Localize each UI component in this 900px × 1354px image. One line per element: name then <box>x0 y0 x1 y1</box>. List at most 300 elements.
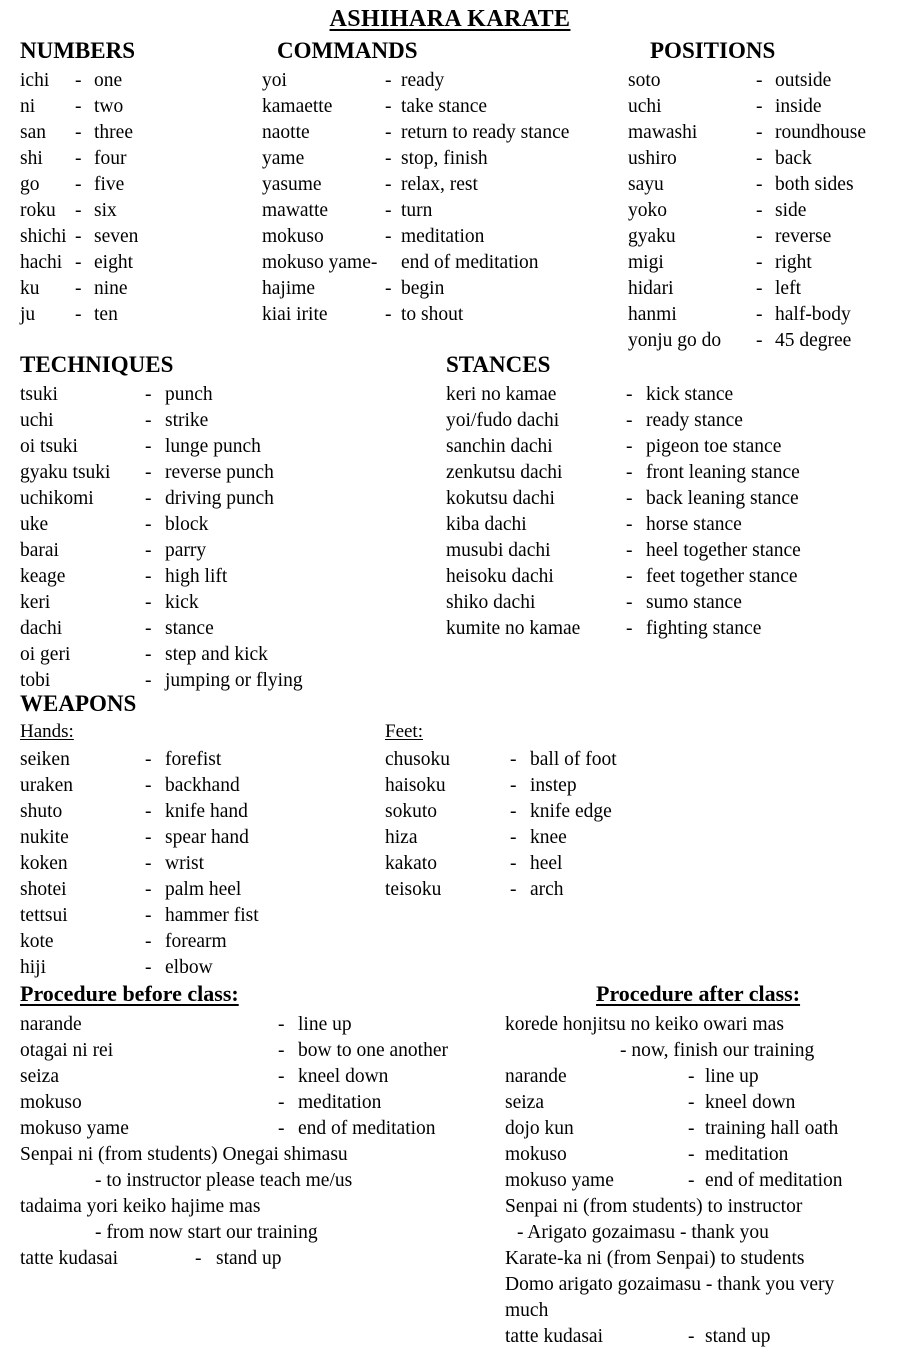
glossary-definition: strike <box>165 410 209 431</box>
procedure-line <box>20 1194 490 1220</box>
glossary-definition: knee <box>530 827 567 848</box>
glossary-term: seiza <box>505 1092 544 1113</box>
glossary-row <box>505 1090 900 1116</box>
glossary-dash: - <box>145 827 152 848</box>
glossary-definition: block <box>165 514 209 535</box>
glossary-row <box>262 94 642 120</box>
glossary-row <box>446 434 886 460</box>
glossary-row <box>262 146 642 172</box>
glossary-term: teisoku <box>385 879 442 900</box>
glossary-term: kumite no kamae <box>446 618 581 639</box>
glossary-dash: - <box>688 1118 695 1139</box>
glossary-term: seiken <box>20 749 70 770</box>
procedure-line-text: korede honjitsu no keiko owari mas <box>505 1014 784 1035</box>
glossary-term: kokutsu dachi <box>446 488 555 509</box>
glossary-row <box>385 747 725 773</box>
glossary-row <box>20 434 420 460</box>
glossary-row <box>20 276 260 302</box>
glossary-term: dojo kun <box>505 1118 574 1139</box>
glossary-row <box>262 120 642 146</box>
glossary-feet <box>385 747 725 903</box>
glossary-row <box>20 825 360 851</box>
glossary-dash: - <box>688 1066 695 1087</box>
glossary-definition: right <box>775 252 812 273</box>
glossary-row <box>20 1012 490 1038</box>
glossary-term: mawashi <box>628 122 698 143</box>
glossary-term: mokuso <box>20 1092 82 1113</box>
glossary-stances <box>446 382 886 642</box>
glossary-row <box>628 68 900 94</box>
glossary-dash: - <box>278 1092 285 1113</box>
glossary-term: mawatte <box>262 200 329 221</box>
glossary-term: kiba dachi <box>446 514 527 535</box>
glossary-definition: heel together stance <box>646 540 801 561</box>
glossary-dash: - <box>626 436 633 457</box>
glossary-term: keage <box>20 566 66 587</box>
glossary-definition: jumping or flying <box>165 670 303 691</box>
glossary-dash: - <box>75 252 82 273</box>
glossary-term: shuto <box>20 801 63 822</box>
glossary-term: gyaku <box>628 226 676 247</box>
glossary-definition: relax, rest <box>401 174 478 195</box>
glossary-definition: three <box>94 122 133 143</box>
glossary-dash: - <box>626 618 633 639</box>
glossary-definition: ten <box>94 304 118 325</box>
glossary-definition: side <box>775 200 807 221</box>
glossary-term: otagai ni rei <box>20 1040 114 1061</box>
glossary-definition: heel <box>530 853 563 874</box>
glossary-term: sokuto <box>385 801 438 822</box>
glossary-dash: - <box>145 514 152 535</box>
glossary-row <box>446 512 886 538</box>
glossary-dash: - <box>145 488 152 509</box>
glossary-dash: - <box>756 174 763 195</box>
glossary-definition: left <box>775 278 801 299</box>
glossary-row <box>628 250 900 276</box>
glossary-dash: - <box>385 200 392 221</box>
glossary-dash: - <box>145 670 152 691</box>
glossary-row <box>385 877 725 903</box>
glossary-row <box>446 460 886 486</box>
glossary-row <box>628 276 900 302</box>
glossary-row <box>385 851 725 877</box>
glossary-term: yame <box>262 148 305 169</box>
glossary-dash: - <box>385 278 392 299</box>
glossary-row <box>262 250 642 276</box>
glossary-numbers <box>20 68 260 328</box>
glossary-definition: return to ready stance <box>401 122 570 143</box>
glossary-term: chusoku <box>385 749 450 770</box>
glossary-term: narande <box>20 1014 82 1035</box>
section-heading-positions: POSITIONS <box>650 38 776 63</box>
glossary-dash: - <box>385 96 392 117</box>
glossary-row <box>262 302 642 328</box>
glossary-commands <box>262 68 642 328</box>
glossary-dash: - <box>688 1170 695 1191</box>
glossary-term: yoko <box>628 200 667 221</box>
glossary-row <box>20 68 260 94</box>
glossary-term: oi tsuki <box>20 436 78 457</box>
glossary-row <box>20 382 420 408</box>
glossary-row <box>446 408 886 434</box>
glossary-definition: four <box>94 148 127 169</box>
procedure-line-text: much <box>505 1300 549 1321</box>
glossary-dash: - <box>145 879 152 900</box>
glossary-term: uchi <box>20 410 54 431</box>
glossary-definition: kick stance <box>646 384 734 405</box>
glossary-dash: - <box>510 749 517 770</box>
glossary-definition: ball of foot <box>530 749 617 770</box>
glossary-definition: eight <box>94 252 133 273</box>
glossary-term: san <box>20 122 46 143</box>
glossary-dash: - <box>688 1144 695 1165</box>
glossary-row <box>262 198 642 224</box>
glossary-definition: roundhouse <box>775 122 866 143</box>
glossary-dash: - <box>510 853 517 874</box>
glossary-dash: - <box>385 226 392 247</box>
glossary-definition: spear hand <box>165 827 249 848</box>
glossary-term: sayu <box>628 174 664 195</box>
glossary-dash: - <box>626 462 633 483</box>
glossary-term: kamaette <box>262 96 333 117</box>
glossary-dash: - <box>626 514 633 535</box>
glossary-term: mokuso yame- <box>262 252 378 273</box>
glossary-dash: - <box>756 70 763 91</box>
glossary-definition: driving punch <box>165 488 274 509</box>
glossary-row <box>20 851 360 877</box>
glossary-dash: - <box>626 384 633 405</box>
glossary-definition: meditation <box>298 1092 382 1113</box>
glossary-definition: outside <box>775 70 832 91</box>
glossary-definition: front leaning stance <box>646 462 800 483</box>
glossary-definition: high lift <box>165 566 228 587</box>
glossary-term: ichi <box>20 70 50 91</box>
glossary-dash: - <box>510 801 517 822</box>
glossary-definition: two <box>94 96 124 117</box>
glossary-definition: back leaning stance <box>646 488 799 509</box>
glossary-dash: - <box>145 749 152 770</box>
procedure-after-list <box>505 1012 900 1350</box>
glossary-definition: reverse punch <box>165 462 274 483</box>
glossary-dash: - <box>145 410 152 431</box>
glossary-definition: ready stance <box>646 410 743 431</box>
glossary-definition: palm heel <box>165 879 242 900</box>
glossary-term: hajime <box>262 278 316 299</box>
glossary-dash: - <box>756 226 763 247</box>
glossary-term: yoi/fudo dachi <box>446 410 560 431</box>
glossary-dash: - <box>756 148 763 169</box>
glossary-definition: kneel down <box>705 1092 796 1113</box>
glossary-definition: kick <box>165 592 199 613</box>
glossary-definition: knife edge <box>530 801 612 822</box>
glossary-dash: - <box>75 148 82 169</box>
procedure-line <box>505 1272 900 1298</box>
procedure-line <box>505 1038 900 1064</box>
glossary-dash: - <box>385 304 392 325</box>
glossary-term: seiza <box>20 1066 59 1087</box>
glossary-definition: nine <box>94 278 128 299</box>
section-heading-numbers: NUMBERS <box>20 38 136 63</box>
glossary-row <box>20 120 260 146</box>
procedure-line-text: - Arigato gozaimasu - thank you <box>517 1222 769 1243</box>
glossary-definition: training hall oath <box>705 1118 839 1139</box>
glossary-term: shi <box>20 148 43 169</box>
glossary-definition: punch <box>165 384 213 405</box>
procedure-line-text: - now, finish our training <box>620 1040 815 1061</box>
glossary-term: hiza <box>385 827 418 848</box>
glossary-positions <box>628 68 900 354</box>
glossary-row <box>20 590 420 616</box>
glossary-techniques <box>20 382 420 694</box>
glossary-definition: reverse <box>775 226 832 247</box>
glossary-dash: - <box>75 226 82 247</box>
glossary-row <box>628 224 900 250</box>
glossary-term: nukite <box>20 827 69 848</box>
section-heading-stances: STANCES <box>446 352 551 377</box>
glossary-definition: back <box>775 148 812 169</box>
procedure-line <box>20 1220 490 1246</box>
glossary-definition: take stance <box>401 96 488 117</box>
glossary-term: mokuso <box>262 226 324 247</box>
glossary-dash: - <box>145 540 152 561</box>
glossary-dash: - <box>278 1118 285 1139</box>
glossary-row <box>446 486 886 512</box>
glossary-dash: - <box>145 462 152 483</box>
glossary-term: zenkutsu dachi <box>446 462 563 483</box>
glossary-row <box>505 1142 900 1168</box>
glossary-row <box>20 538 420 564</box>
glossary-term: koken <box>20 853 68 874</box>
procedure-line <box>505 1194 900 1220</box>
procedure-line-text: tadaima yori keiko hajime mas <box>20 1196 261 1217</box>
glossary-term: shiko dachi <box>446 592 536 613</box>
glossary-dash: - <box>145 853 152 874</box>
glossary-dash: - <box>278 1066 285 1087</box>
glossary-term: hiji <box>20 957 47 978</box>
glossary-term: tsuki <box>20 384 58 405</box>
glossary-term: mokuso yame <box>505 1170 614 1191</box>
glossary-definition: line up <box>705 1066 759 1087</box>
procedure-line-text: Karate-ka ni (from Senpai) to students <box>505 1248 805 1269</box>
glossary-row <box>505 1116 900 1142</box>
glossary-dash: - <box>756 278 763 299</box>
glossary-row <box>385 825 725 851</box>
glossary-definition: forearm <box>165 931 227 952</box>
glossary-row <box>446 590 886 616</box>
glossary-term: shotei <box>20 879 67 900</box>
glossary-definition: inside <box>775 96 822 117</box>
glossary-term: uchikomi <box>20 488 94 509</box>
glossary-term: keri no kamae <box>446 384 557 405</box>
glossary-term: haisoku <box>385 775 446 796</box>
glossary-term: ushiro <box>628 148 677 169</box>
glossary-hands <box>20 747 360 981</box>
glossary-dash: - <box>145 592 152 613</box>
glossary-term: tettsui <box>20 905 68 926</box>
glossary-term: narande <box>505 1066 567 1087</box>
glossary-row <box>20 1038 490 1064</box>
glossary-dash: - <box>145 957 152 978</box>
procedure-line-text: Senpai ni (from students) to instructor <box>505 1196 803 1217</box>
glossary-definition: stop, finish <box>401 148 488 169</box>
glossary-term: yoi <box>262 70 287 91</box>
procedure-before-heading: Procedure before class: <box>20 981 239 1006</box>
glossary-term: ju <box>20 304 36 325</box>
glossary-term: yonju go do <box>628 330 722 351</box>
glossary-row <box>20 1246 490 1272</box>
glossary-term: kiai irite <box>262 304 328 325</box>
glossary-row <box>262 276 642 302</box>
glossary-definition: stance <box>165 618 214 639</box>
glossary-definition: pigeon toe stance <box>646 436 782 457</box>
glossary-row <box>20 1116 490 1142</box>
glossary-term: ni <box>20 96 36 117</box>
procedure-before-list <box>20 1012 490 1272</box>
section-heading-commands: COMMANDS <box>277 38 418 63</box>
glossary-dash: - <box>145 775 152 796</box>
glossary-row <box>628 146 900 172</box>
glossary-definition: feet together stance <box>646 566 798 587</box>
glossary-row <box>20 172 260 198</box>
glossary-dash: - <box>510 827 517 848</box>
glossary-definition: kneel down <box>298 1066 389 1087</box>
glossary-dash: - <box>626 540 633 561</box>
procedure-line-text: - to instructor please teach me/us <box>95 1170 353 1191</box>
glossary-dash: - <box>145 566 152 587</box>
glossary-dash: - <box>688 1092 695 1113</box>
glossary-definition: backhand <box>165 775 240 796</box>
glossary-row <box>20 408 420 434</box>
glossary-row <box>20 929 360 955</box>
glossary-dash: - <box>75 200 82 221</box>
procedure-line <box>505 1012 900 1038</box>
glossary-row <box>20 512 420 538</box>
glossary-dash: - <box>626 566 633 587</box>
glossary-definition: stand up <box>705 1326 771 1347</box>
glossary-term: soto <box>628 70 661 91</box>
glossary-definition: parry <box>165 540 207 561</box>
glossary-dash: - <box>385 174 392 195</box>
page-title-text: ASHIHARA KARATE <box>329 6 571 32</box>
glossary-dash: - <box>75 304 82 325</box>
glossary-dash: - <box>756 304 763 325</box>
glossary-row <box>505 1064 900 1090</box>
glossary-row <box>385 799 725 825</box>
glossary-row <box>446 382 886 408</box>
glossary-definition: elbow <box>165 957 213 978</box>
glossary-definition: begin <box>401 278 445 299</box>
glossary-row <box>262 172 642 198</box>
glossary-row <box>20 486 420 512</box>
glossary-row <box>20 460 420 486</box>
glossary-row <box>20 616 420 642</box>
glossary-term: uchi <box>628 96 662 117</box>
glossary-term: oi geri <box>20 644 71 665</box>
glossary-definition: end of meditation <box>705 1170 843 1191</box>
glossary-row <box>446 564 886 590</box>
glossary-term: musubi dachi <box>446 540 551 561</box>
glossary-row <box>446 538 886 564</box>
glossary-dash: - <box>195 1248 202 1269</box>
glossary-row <box>628 172 900 198</box>
glossary-term: hidari <box>628 278 674 299</box>
glossary-dash: - <box>145 436 152 457</box>
procedure-after-heading: Procedure after class: <box>596 981 801 1006</box>
glossary-definition: wrist <box>165 853 204 874</box>
glossary-row <box>20 1064 490 1090</box>
glossary-definition: bow to one another <box>298 1040 449 1061</box>
glossary-definition: five <box>94 174 125 195</box>
procedure-line <box>505 1298 900 1324</box>
glossary-definition: horse stance <box>646 514 742 535</box>
procedure-line <box>20 1142 490 1168</box>
glossary-row <box>262 224 642 250</box>
glossary-dash: - <box>756 252 763 273</box>
glossary-dash: - <box>385 70 392 91</box>
procedure-line <box>20 1168 490 1194</box>
glossary-dash: - <box>145 384 152 405</box>
glossary-definition: sumo stance <box>646 592 742 613</box>
glossary-definition: one <box>94 70 123 91</box>
glossary-row <box>628 120 900 146</box>
glossary-row <box>628 94 900 120</box>
glossary-dash: - <box>278 1040 285 1061</box>
glossary-term: kote <box>20 931 54 952</box>
glossary-row <box>20 903 360 929</box>
glossary-row <box>628 302 900 328</box>
glossary-term: roku <box>20 200 56 221</box>
glossary-definition: forefist <box>165 749 222 770</box>
glossary-row <box>20 198 260 224</box>
glossary-row <box>20 747 360 773</box>
subheading-hands: Hands: <box>20 721 74 742</box>
procedure-line-text: - from now start our training <box>95 1222 318 1243</box>
glossary-term: uraken <box>20 775 74 796</box>
glossary-dash: - <box>756 330 763 351</box>
glossary-dash: - <box>145 801 152 822</box>
glossary-row <box>505 1168 900 1194</box>
glossary-dash: - <box>75 122 82 143</box>
glossary-term: tatte kudasai <box>20 1248 119 1269</box>
glossary-definition: end of meditation <box>401 252 539 273</box>
procedure-line-text: Senpai ni (from students) Onegai shimasu <box>20 1144 348 1165</box>
glossary-row <box>628 328 900 354</box>
procedure-line-text: Domo arigato gozaimasu - thank you very <box>505 1274 835 1295</box>
glossary-term: shichi <box>20 226 67 247</box>
glossary-term: naotte <box>262 122 310 143</box>
glossary-definition: turn <box>401 200 433 221</box>
glossary-dash: - <box>145 931 152 952</box>
glossary-row <box>446 616 886 642</box>
glossary-definition: meditation <box>705 1144 789 1165</box>
glossary-row <box>20 773 360 799</box>
glossary-row <box>20 94 260 120</box>
glossary-dash: - <box>145 618 152 639</box>
glossary-term: hachi <box>20 252 63 273</box>
glossary-definition: end of meditation <box>298 1118 436 1139</box>
glossary-dash: - <box>756 96 763 117</box>
glossary-definition: 45 degree <box>775 330 852 351</box>
glossary-definition: arch <box>530 879 564 900</box>
glossary-row <box>505 1324 900 1350</box>
glossary-definition: step and kick <box>165 644 268 665</box>
glossary-term: kakato <box>385 853 437 874</box>
glossary-dash: - <box>75 96 82 117</box>
procedure-line <box>505 1246 900 1272</box>
glossary-term: sanchin dachi <box>446 436 553 457</box>
glossary-term: go <box>20 174 40 195</box>
glossary-dash: - <box>145 644 152 665</box>
